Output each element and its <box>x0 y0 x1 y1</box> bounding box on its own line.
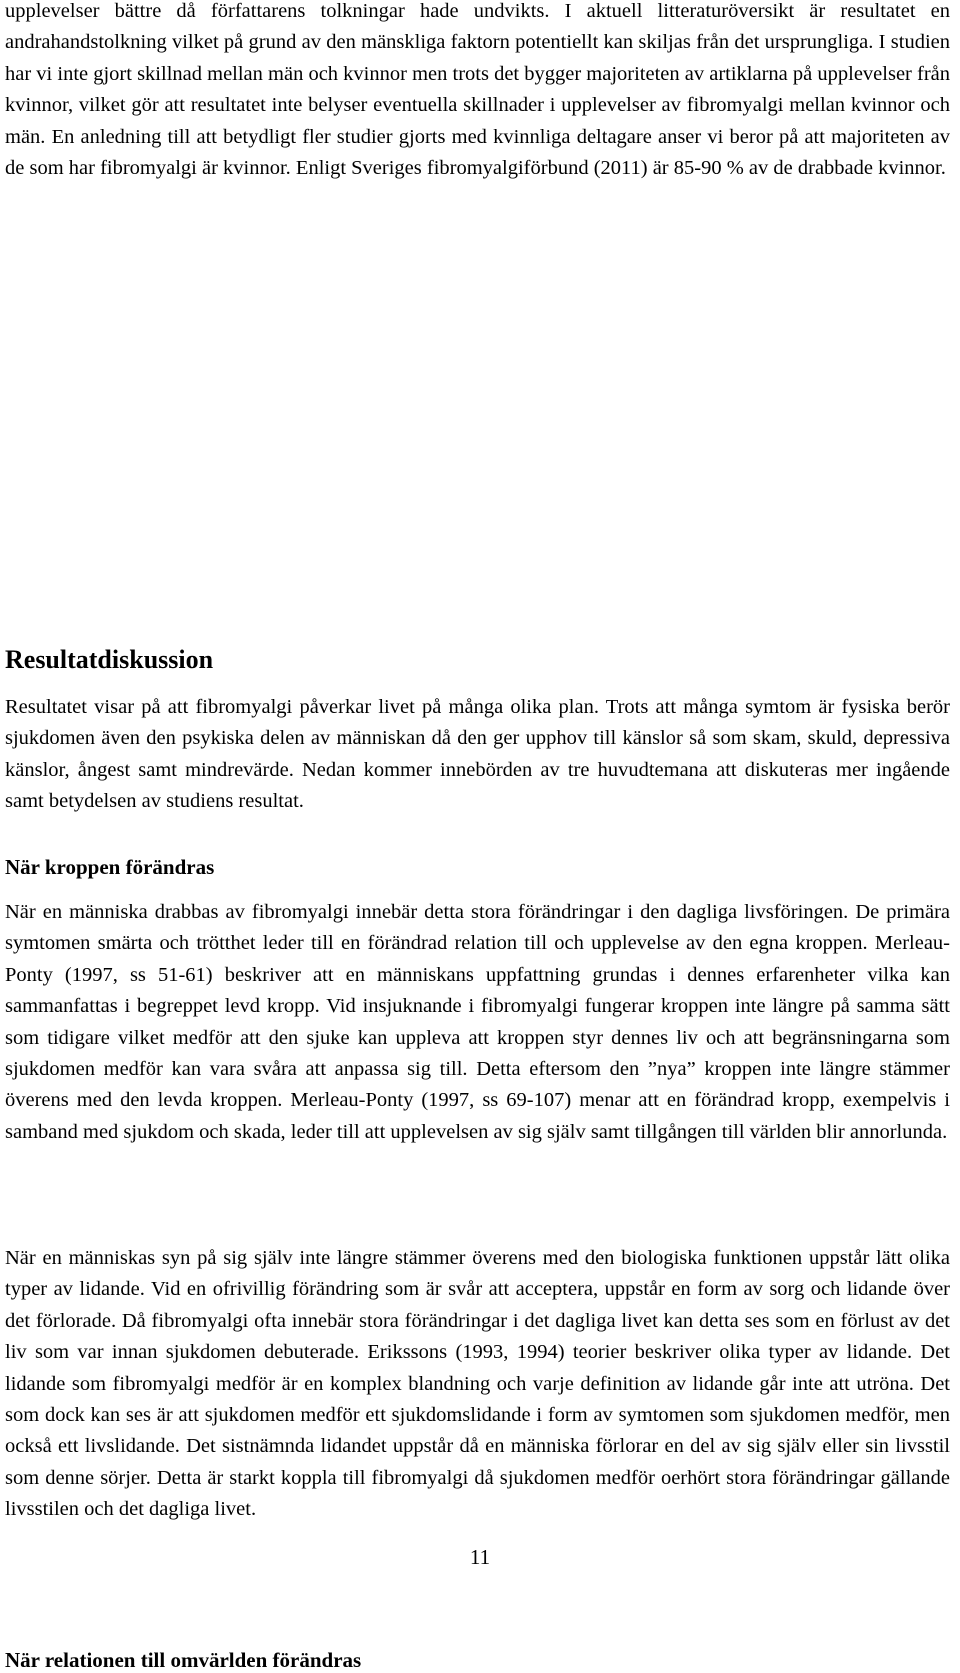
kropp-paragraph-1: När en människa drabbas av fibromyalgi innebär detta stora förändringar i den dagliga livsföringen. De primära symtomen smärta och trötthet leder till en förändrad relation till och upplevelse av den egna kroppen. Merleau-Ponty (1997, ss 51-61) beskriver att en människans uppfattning grundas i dennes erfarenheter vilka kan sammanfattas i begreppet levd kropp. Vid insjuknande i fibromyalgi fungerar kroppen inte längre på samma sätt som tidigare vilket medför att den sjuke kan uppleva att kroppen styr dennes liv och att begränsningarna som sjukdomen medför kan vara svåra att anpassa sig till. Detta eftersom den ”nya” kroppen inte längre stämmer överens med den levda kroppen. Merleau-Ponty (1997, ss 69-107) menar att en förändrad kropp, exempelvis i samband med sjukdom och skada, leder till att upplevelsen av sig själv samt tillgången till världen blir annorlunda. <box>5 901 950 1143</box>
kropp-paragraph-2: När en människas syn på sig själv inte längre stämmer överens med den biologiska funktionen uppstår lätt olika typer av lidande. Vid en ofrivillig förändring som är svår att acceptera, uppstår en form av sorg och lidande över det förlorade. Då fibromyalgi ofta innebär stora förändringar i det dagliga livet kan detta ses som en förlust av det liv som var innan sjukdomen debuterade. Erikssons (1993, 1994) teorier beskriver olika typer av lidande. Det lidande som fibromyalgi medför är en komplex blandning och varje definition av lidande går inte att utröna. Det som dock kan ses är att sjukdomen medför ett sjukdomslidande i form av symtomen som sjukdomen medför, men också ett livslidande. Det sistnämnda lidandet uppstår då en människa förlorar en del av sig själv eller sin livsstil som denne sörjer. Detta är starkt koppla till fibromyalgi då sjukdomen medför oerhört stora förändringar gällande livsstilen och det dagliga livet. <box>5 1247 950 1521</box>
page-number: 11 <box>469 1545 491 1569</box>
intro-paragraph-block <box>5 0 950 184</box>
resultat-paragraph: Resultatet visar på att fibromyalgi påverkar livet på många olika plan. Trots att många symtom är fysiska berör sjukdomen även den psykiska delen av människan då den ger upphov till känslor så som skam, skuld, depressiva känslor, ångest samt mindrevärde. Nedan kommer innebörden av tre huvudtemana att diskuteras mer ingående samt betydelsen av studiens resultat. <box>5 696 950 813</box>
kropp-paragraph-2-block <box>5 1243 950 1526</box>
resultat-paragraph-block <box>5 692 950 818</box>
kropp-paragraph-1-block <box>5 897 950 1148</box>
heading-resultatdiskussion: Resultatdiskussion <box>5 645 214 674</box>
heading-relationen: När relationen till omvärlden förändras <box>5 1648 362 1672</box>
intro-paragraph: upplevelser bättre då författarens tolkningar hade undvikts. I aktuell litteraturöversikt är resultatet en andrahandstolkning vilket på grund av den mänskliga faktorn potentiellt kan skiljas från det ursprungliga. I studien har vi inte gjort skillnad mellan män och kvinnor men trots det bygger majoriteten av artiklarna på upplevelser från kvinnor, vilket gör att resultatet inte belyser eventuella skillnader i upplevelser av fibromyalgi mellan kvinnor och män. En anledning till att betydligt fler studier gjorts med kvinnliga deltagare anser vi beror på att majoriteten av de som har fibromyalgi är kvinnor. Enligt Sveriges fibromyalgiförbund (2011) är 85-90 % av de drabbade kvinnor. <box>5 0 950 180</box>
heading-kroppen: När kroppen förändras <box>5 855 215 879</box>
